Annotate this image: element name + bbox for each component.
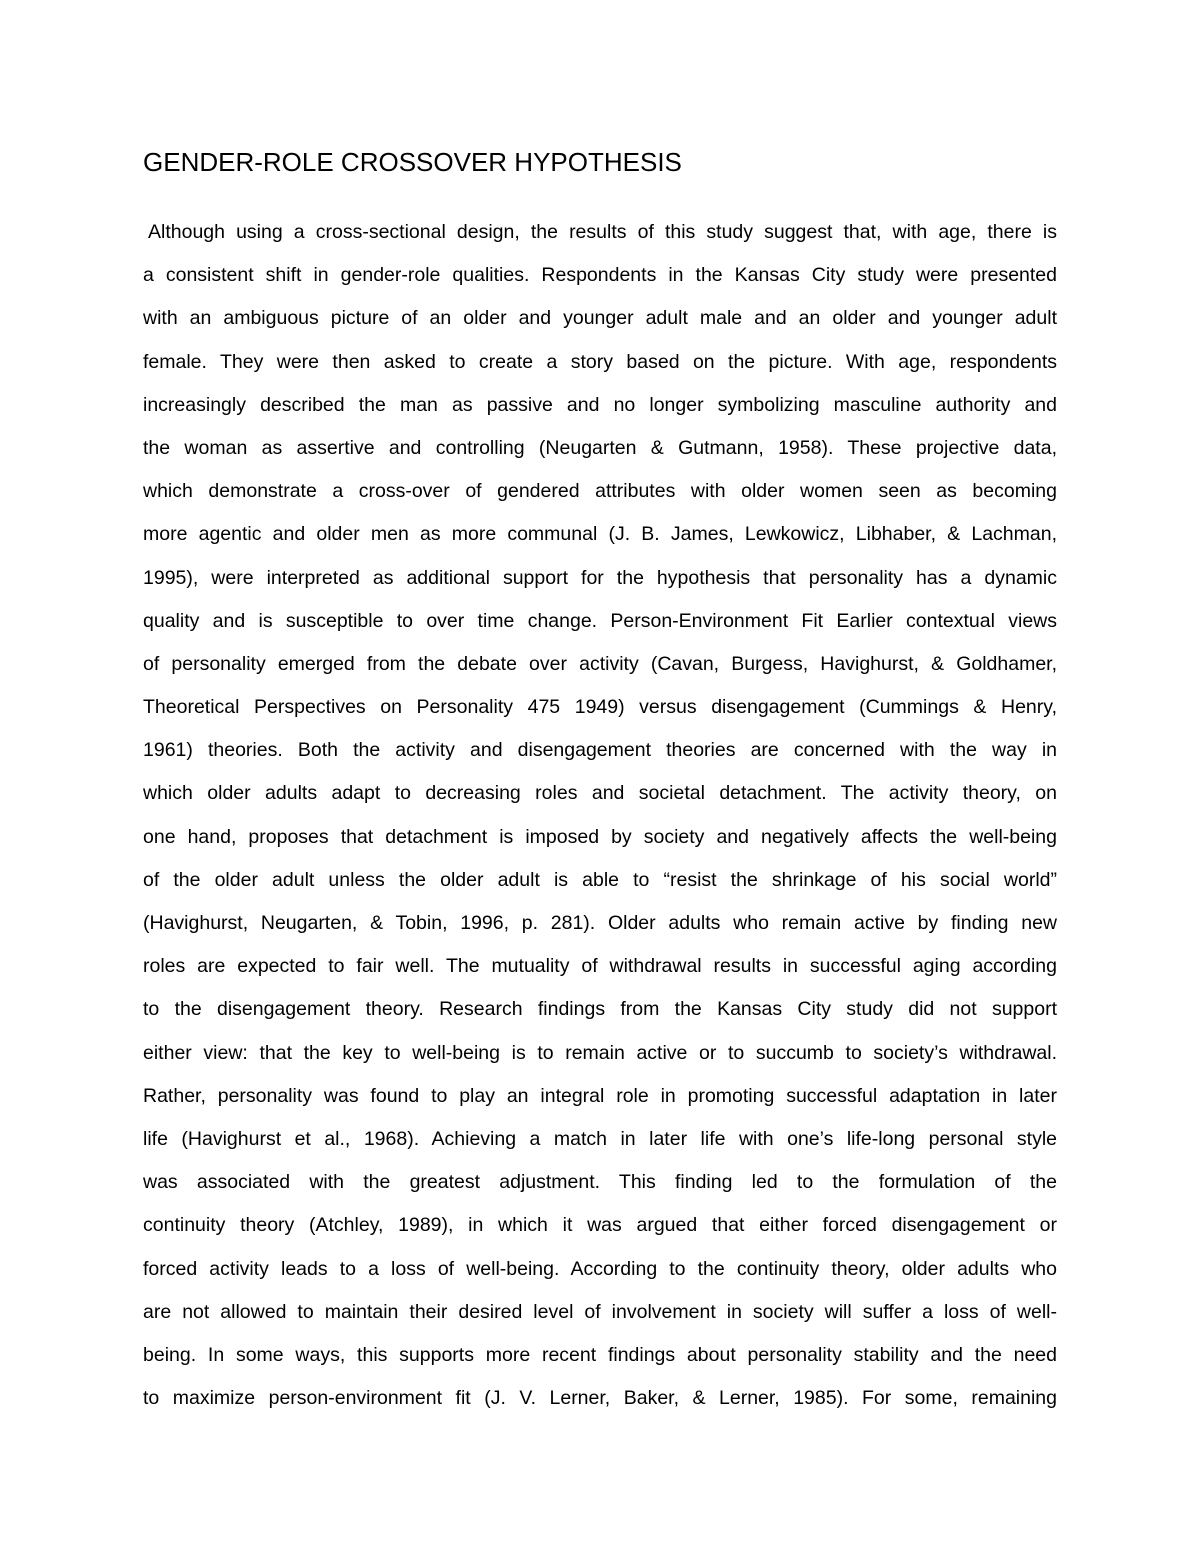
- paragraph-line: either view: that the key to well-being is to remain active or to succumb to society’s withdrawal.: [143, 1041, 1057, 1064]
- paragraph-line: Rather, personality was found to play an integral role in promoting successful adaptation in later: [143, 1084, 1057, 1107]
- paragraph-line: (Havighurst, Neugarten, & Tobin, 1996, p. 281). Older adults who remain active by finding new: [143, 912, 1057, 934]
- paragraph-line: quality and is susceptible to over time change. Person-Environment Fit Earlier contextual views: [143, 609, 1057, 632]
- paragraph-line: Although using a cross-sectional design, the results of this study suggest that, with age, there is: [148, 221, 1057, 243]
- paragraph-line: to the disengagement theory. Research findings from the Kansas City study did not support: [143, 998, 1057, 1021]
- paragraph-line: more agentic and older men as more communal (J. B. James, Lewkowicz, Libhaber, & Lachman,: [143, 523, 1057, 546]
- paragraph-line: life (Havighurst et al., 1968). Achieving a match in later life with one’s life-long personal style: [143, 1127, 1057, 1150]
- document-title: GENDER-ROLE CROSSOVER HYPOTHESIS: [143, 147, 682, 177]
- paragraph-line: forced activity leads to a loss of well-being. According to the continuity theory, older adults who: [143, 1257, 1057, 1280]
- paragraph-line: are not allowed to maintain their desired level of involvement in society will suffer a loss of well-: [143, 1300, 1057, 1323]
- paragraph-line: Theoretical Perspectives on Personality 475 1949) versus disengagement (Cummings & Henry,: [143, 696, 1057, 719]
- paragraph-line: being. In some ways, this supports more recent findings about personality stability and the need: [143, 1343, 1057, 1366]
- paragraph-line: with an ambiguous picture of an older and younger adult male and an older and younger adult: [143, 307, 1057, 330]
- body-paragraph: [143, 211, 1057, 1420]
- paragraph-line: was associated with the greatest adjustment. This finding led to the formulation of the: [143, 1171, 1057, 1194]
- paragraph-line: increasingly described the man as passive and no longer symbolizing masculine authority and: [143, 393, 1057, 416]
- paragraph-line: to maximize person-environment fit (J. V. Lerner, Baker, & Lerner, 1985). For some, remaining: [143, 1387, 1057, 1410]
- paragraph-line: 1995), were interpreted as additional support for the hypothesis that personality has a dynamic: [143, 566, 1057, 589]
- paragraph-line: of the older adult unless the older adult is able to “resist the shrinkage of his social world”: [143, 868, 1057, 891]
- paragraph-line: the woman as assertive and controlling (Neugarten & Gutmann, 1958). These projective data,: [143, 436, 1057, 459]
- paragraph-line: female. They were then asked to create a story based on the picture. With age, respondents: [143, 350, 1057, 373]
- paragraph-line: continuity theory (Atchley, 1989), in which it was argued that either forced disengagement or: [143, 1214, 1057, 1237]
- paragraph-line: 1961) theories. Both the activity and disengagement theories are concerned with the way in: [143, 739, 1057, 762]
- paragraph-line: which demonstrate a cross-over of gendered attributes with older women seen as becoming: [143, 480, 1057, 503]
- paragraph-line: of personality emerged from the debate over activity (Cavan, Burgess, Havighurst, & Goldhamer,: [143, 652, 1057, 675]
- paragraph-line: which older adults adapt to decreasing roles and societal detachment. The activity theory, on: [143, 782, 1057, 805]
- paragraph-line: a consistent shift in gender-role qualities. Respondents in the Kansas City study were presented: [143, 264, 1057, 287]
- paragraph-line: one hand, proposes that detachment is imposed by society and negatively affects the well-being: [143, 825, 1057, 848]
- paragraph-line: roles are expected to fair well. The mutuality of withdrawal results in successful aging according: [143, 955, 1057, 978]
